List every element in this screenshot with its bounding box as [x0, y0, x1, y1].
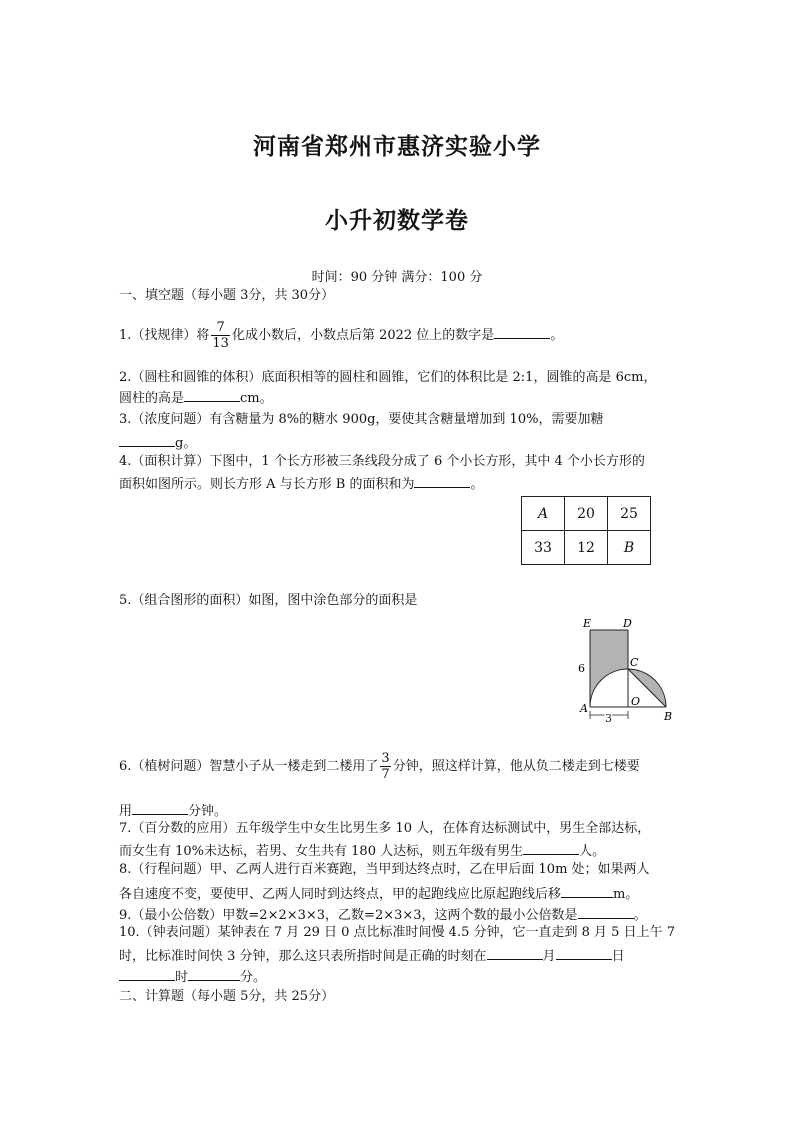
- label-b: B: [664, 710, 673, 723]
- rectangle-area-grid: [521, 496, 651, 565]
- q10-minute-blank[interactable]: [188, 966, 240, 981]
- question-2-line-2: [119, 387, 273, 408]
- q10-month-blank[interactable]: [487, 945, 543, 960]
- grid-cell: 20: [565, 497, 608, 531]
- q8-answer-blank[interactable]: [561, 883, 613, 898]
- question-2-line-1: 2.（圆柱和圆锥的体积）底面积相等的圆柱和圆锥，它们的体积比是 2:1，圆锥的高是 6cm，: [119, 370, 657, 385]
- q6-answer-blank[interactable]: [132, 800, 188, 815]
- label-six: 6: [578, 662, 585, 675]
- question-8-line-1: 8.（行程问题）甲、乙两人进行百米赛跑，当甲到达终点时，乙在甲后面 10m 处；如果两人: [119, 862, 650, 877]
- question-8-line-2: [119, 883, 638, 904]
- q4-answer-blank[interactable]: [414, 473, 470, 488]
- q10-text: 时，比标准时间快 3 分钟，那么这只表所指时间是正确的时刻在: [119, 949, 487, 964]
- question-6-line-1: [119, 751, 640, 783]
- grid-row: [522, 531, 651, 565]
- question-3-line-1: 3.（浓度问题）有含糖量为 8%的糖水 900g，要使其含糖量增加到 10%，需要加糖: [119, 412, 604, 427]
- question-1: [119, 320, 563, 352]
- label-three: 3: [605, 712, 612, 724]
- section-heading-calculation: 二、计算题（每小题 5分，共 25分）: [119, 989, 335, 1004]
- q2-text: 圆柱的高是: [119, 391, 185, 406]
- label-c: C: [630, 656, 639, 669]
- question-7-line-2: [119, 840, 605, 861]
- q9-answer-blank[interactable]: [578, 904, 634, 919]
- question-6-line-2: [119, 800, 227, 821]
- q1-answer-blank[interactable]: [494, 324, 550, 339]
- question-7-line-1: 7.（百分数的应用）五年级学生中女生比男生多 10 人，在体育达标测试中，男生全部达标，: [119, 821, 651, 836]
- grid-cell-b: B: [608, 531, 651, 565]
- label-a: A: [580, 702, 588, 715]
- q2-answer-blank[interactable]: [184, 387, 240, 402]
- q10-day-unit: 日: [611, 949, 625, 964]
- shaded-area-figure: [570, 612, 682, 724]
- q8-text: 各自速度不变，要使甲、乙两人同时到达终点，甲的起跑线应比原起跑线后移: [119, 887, 562, 902]
- page-title: 河南省郑州市惠济实验小学: [253, 133, 541, 160]
- question-10-line-2: [119, 945, 625, 966]
- q4-end: 。: [470, 477, 484, 492]
- question-10-line-3: [119, 966, 266, 987]
- q6-denominator: 7: [381, 767, 390, 782]
- q6-fraction: [380, 751, 390, 782]
- question-4-line-1: 4.（面积计算）下图中，1 个长方形被三条线段分成了 6 个小长方形，其中 4 个小长方形的: [119, 454, 645, 469]
- q6-unit: 分钟。: [188, 804, 228, 819]
- grid-cell: 12: [565, 531, 608, 565]
- label-e: E: [583, 617, 592, 630]
- label-d: D: [623, 617, 632, 630]
- grid-cell-a: A: [522, 497, 565, 531]
- question-3-line-2: [119, 432, 196, 453]
- page-subtitle: 小升初数学卷: [325, 207, 469, 234]
- grid-cell: 33: [522, 531, 565, 565]
- q10-hour-blank[interactable]: [119, 966, 175, 981]
- q6-prefix: 6.（植树问题）智慧小子从一楼走到二楼用了: [119, 759, 379, 774]
- q10-hour-unit: 时: [175, 970, 189, 985]
- section-heading-fill-blank: 一、填空题（每小题 3分，共 30分）: [119, 288, 335, 303]
- grid-cell: 25: [608, 497, 651, 531]
- q7-unit: 人。: [579, 844, 606, 859]
- q3-unit: g。: [175, 436, 197, 451]
- q8-unit: m。: [613, 887, 639, 902]
- q1-fraction: [211, 320, 230, 351]
- question-9: [119, 904, 647, 925]
- question-5: 5.（组合图形的面积）如图，图中涂色部分的面积是: [119, 593, 418, 608]
- q4-text: 面积如图所示。则长方形 A 与长方形 B 的面积和为: [119, 477, 415, 492]
- q3-answer-blank[interactable]: [119, 432, 175, 447]
- q1-denominator: 13: [212, 336, 229, 351]
- q10-month-unit: 月: [542, 949, 556, 964]
- q9-text: 9.（最小公倍数）甲数=2×2×3×3，乙数=2×3×3，这两个数的最小公倍数是: [119, 908, 578, 923]
- q7-answer-blank[interactable]: [523, 840, 579, 855]
- q9-end: 。: [633, 908, 647, 923]
- q6-text-2: 用: [119, 804, 133, 819]
- q6-numerator: 3: [381, 751, 390, 766]
- label-o: O: [631, 695, 641, 708]
- q10-minute-unit: 分。: [240, 970, 267, 985]
- question-10-line-1: 10.（钟表问题）某钟表在 7 月 29 日 0 点比标准时间慢 4.5 分钟，它一直走到 8 月 5 日上午 7: [119, 925, 675, 940]
- q1-end: 。: [550, 328, 564, 343]
- q2-unit: cm。: [240, 391, 273, 406]
- q7-text: 而女生有 10%未达标，若男、女生共有 180 人达标，则五年级有男生: [119, 844, 524, 859]
- question-4-line-2: [119, 473, 484, 494]
- q1-prefix: 1.（找规律）将: [119, 328, 210, 343]
- q1-numerator: 7: [211, 320, 230, 336]
- q1-text: 化成小数后，小数点后第 2022 位上的数字是: [231, 328, 495, 343]
- shaded-region-left: [590, 630, 628, 707]
- q10-day-blank[interactable]: [556, 945, 612, 960]
- grid-row: [522, 497, 651, 531]
- q6-text: 分钟，照这样计算，他从负二楼走到七楼要: [392, 759, 640, 774]
- exam-info: 时间：90 分钟 满分：100 分: [311, 270, 483, 285]
